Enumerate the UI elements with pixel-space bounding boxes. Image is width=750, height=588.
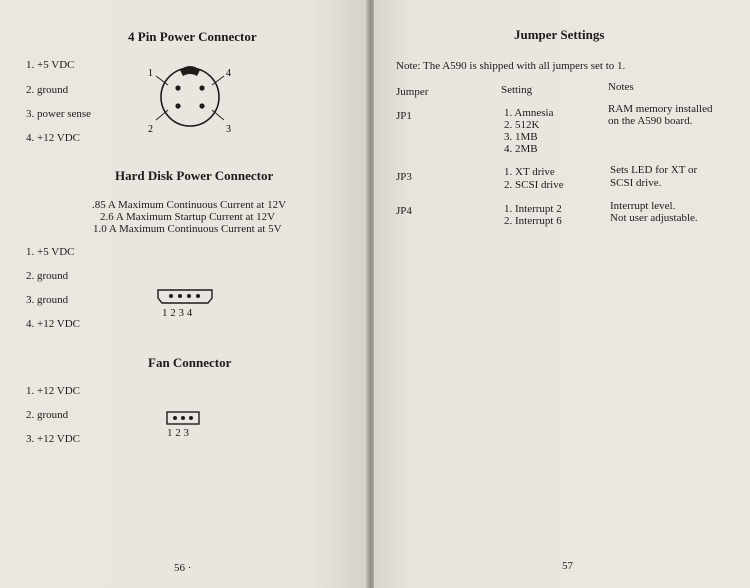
row-jp4-jumper: JP4	[396, 205, 412, 217]
fan-connector-diagram	[165, 410, 205, 426]
hard-disk-connector-diagram	[155, 286, 215, 306]
hard-disk-pin-3: 3. ground	[26, 294, 69, 306]
row-jp4-setting-2: 2. Interrupt 6	[504, 215, 562, 227]
header-notes: Notes	[608, 81, 634, 93]
four-pin-connector-diagram	[140, 60, 240, 140]
page-number-left: 56 ·	[174, 562, 192, 574]
fan-pin-3: 3. +12 VDC	[26, 433, 80, 445]
diagram-label-2: 2	[148, 124, 153, 135]
fan-pin-numbers: 1 2 3	[167, 427, 189, 439]
row-jp1-jumper: JP1	[396, 110, 412, 122]
row-jp3-setting-1: 1. XT drive	[504, 166, 555, 178]
diagram-label-1: 1	[148, 68, 153, 79]
row-jp1-setting-3: 3. 1MB	[504, 131, 538, 143]
header-setting: Setting	[501, 84, 533, 96]
jumper-note: Note: The A590 is shipped with all jumpers set to 1.	[396, 60, 626, 72]
hard-disk-title: Hard Disk Power Connector	[115, 168, 274, 183]
page-number-right: 57	[562, 560, 573, 572]
hard-disk-spec-3: 1.0 A Maximum Continuous Current at 5V	[93, 223, 282, 235]
hard-disk-spec-2: 2.6 A Maximum Startup Current at 12V	[100, 211, 276, 223]
row-jp3-notes-1: Sets LED for XT or	[610, 164, 698, 176]
left-page	[0, 0, 368, 588]
row-jp3-jumper: JP3	[396, 171, 412, 183]
four-pin-title: 4 Pin Power Connector	[128, 29, 257, 44]
row-jp3-notes-2: SCSI drive.	[610, 177, 662, 189]
row-jp4-notes-2: Not user adjustable.	[610, 212, 698, 224]
row-jp4-setting-1: 1. Interrupt 2	[504, 203, 562, 215]
row-jp4-notes-1: Interrupt level.	[610, 200, 676, 212]
hard-disk-pin-numbers: 1 2 3 4	[162, 307, 193, 319]
hard-disk-spec-1: .85 A Maximum Continuous Current at 12V	[92, 199, 287, 211]
right-page	[374, 0, 750, 588]
fan-title: Fan Connector	[148, 355, 232, 370]
row-jp1-setting-2: 2. 512K	[504, 119, 540, 131]
row-jp1-notes-2: on the A590 board.	[608, 115, 693, 127]
row-jp1-setting-1: 1. Amnesia	[504, 107, 554, 119]
four-pin-pin-1: 1. +5 VDC	[26, 59, 75, 71]
hard-disk-pin-1: 1. +5 VDC	[26, 246, 75, 258]
row-jp3-setting-2: 2. SCSI drive	[504, 179, 564, 191]
jumper-settings-title: Jumper Settings	[514, 27, 605, 42]
diagram-label-4: 4	[226, 68, 231, 79]
header-jumper: Jumper	[396, 86, 429, 98]
fan-pin-1: 1. +12 VDC	[26, 385, 80, 397]
diagram-label-3: 3	[226, 124, 231, 135]
row-jp1-notes-1: RAM memory installed	[608, 103, 713, 115]
hard-disk-pin-2: 2. ground	[26, 270, 69, 282]
row-jp1-setting-4: 4. 2MB	[504, 143, 538, 155]
hard-disk-pin-4: 4. +12 VDC	[26, 318, 80, 330]
fan-pin-2: 2. ground	[26, 409, 69, 421]
four-pin-pin-4: 4. +12 VDC	[26, 132, 80, 144]
four-pin-pin-3: 3. power sense	[26, 108, 92, 120]
four-pin-pin-2: 2. ground	[26, 84, 69, 96]
